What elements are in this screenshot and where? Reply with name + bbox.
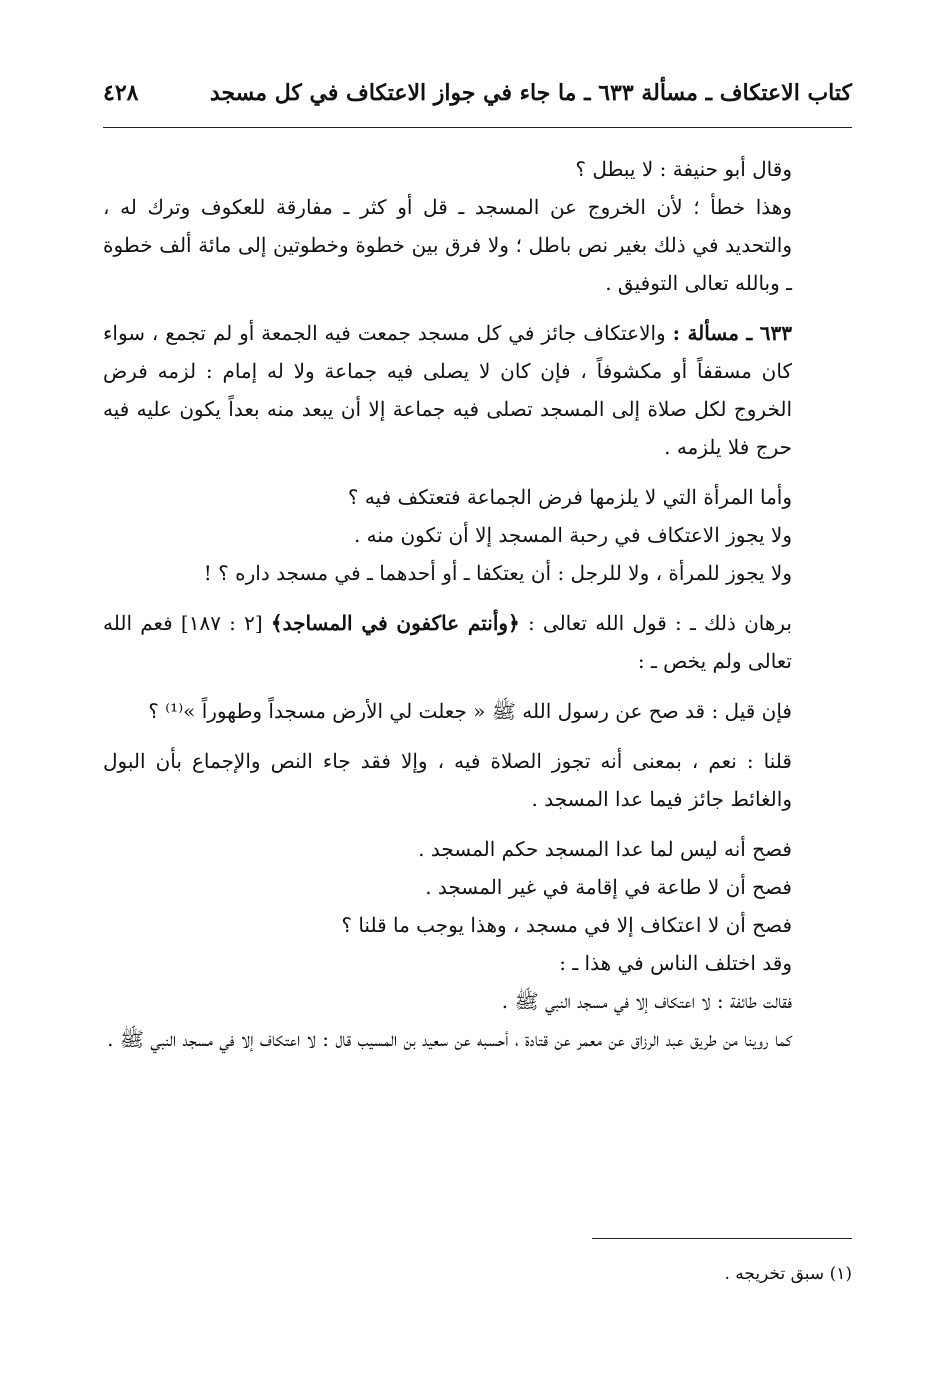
issue-paragraph: [103, 314, 852, 466]
proof-paragraph: [103, 604, 852, 680]
header-divider: [103, 127, 852, 128]
paragraph: ولا يجوز الاعتكاف في رحبة المسجد إلا أن تكون منه .: [353, 523, 792, 547]
footnote-divider: [592, 1238, 852, 1239]
paragraph: فإن قيل : قد صح عن رسول الله ﷺ « جعلت لي الأرض مسجداً وطهوراً »⁽¹⁾ ؟: [148, 699, 792, 723]
paragraph: فقالت طائفة : لا اعتكاف إلا في مسجد النبي ﷺ .: [501, 989, 792, 1013]
header-title: كتاب الاعتكاف ـ مسألة ٦٣٣ ـ ما جاء في جواز الاعتكاف في كل مسجد: [209, 80, 852, 106]
issue-number-label: ٦٣٣ ـ مسألة :: [672, 321, 792, 345]
running-header: [103, 80, 852, 120]
proof-suffix: [٢ : ١٨٧] فعم الله تعالى ولم يخص ـ :: [103, 611, 792, 673]
paragraph: فصح أنه ليس لما عدا المسجد حكم المسجد .: [418, 837, 792, 861]
paragraph: وقال أبو حنيفة : لا يبطل ؟: [575, 157, 792, 181]
paragraph: وهذا خطأ ؛ لأن الخروج عن المسجد ـ قل أو كثر ـ مفارقة للعكوف وترك له ، والتحديد في ذلك بغير نص باطل ؛ ولا فرق بين خطوة وخطوتين إلى مائة ألف خطوة ـ وبالله تعالى التوفيق .: [103, 195, 792, 295]
paragraph: فصح أن لا اعتكاف إلا في مسجد ، وهذا يوجب ما قلنا ؟: [341, 913, 792, 937]
footnote: (١) سبق تخريجه .: [724, 1264, 852, 1284]
paragraph: فصح أن لا طاعة في إقامة في غير المسجد .: [425, 875, 792, 899]
proof-prefix: برهان ذلك ـ : قول الله تعالى :: [527, 611, 792, 635]
paragraph: ولا يجوز للمرأة ، ولا للرجل : أن يعتكفا ـ أو أحدهما ـ في مسجد داره ؟ !: [203, 561, 792, 585]
paragraph: قلنا : نعم ، بمعنى أنه تجوز الصلاة فيه ، وإلا فقد جاء النص والإجماع بأن البول والغائط جائز فيما عدا المسجد .: [103, 749, 792, 811]
main-text: [103, 150, 852, 1058]
page-number: ٤٢٨: [103, 80, 139, 106]
issue-text: والاعتكاف جائز في كل مسجد جمعت فيه الجمعة أو لم تجمع ، سواء كان مسقفاً أو مكشوفاً ، فإن كان لا يصلى فيه جماعة ولا له إمام : لزمه فرض الخروج لكل صلاة إلى المسجد تصلى فيه جماعة إلا أن يبعد منه بعداً يكون عليه فيه حرج فلا يلزمه .: [103, 321, 792, 459]
paragraph: وأما المرأة التي لا يلزمها فرض الجماعة فتعتكف فيه ؟: [347, 485, 792, 509]
paragraph: وقد اختلف الناس في هذا ـ :: [559, 951, 792, 975]
paragraph: كما روينا من طريق عبد الرزاق عن معمر عن قتادة ، أحسبه عن سعيد بن المسيب قال : لا اعتكاف إلا في مسجد النبي ﷺ .: [107, 1027, 792, 1051]
quran-verse: ﴿وأنتم عاكفون في المساجد﴾: [270, 611, 520, 635]
